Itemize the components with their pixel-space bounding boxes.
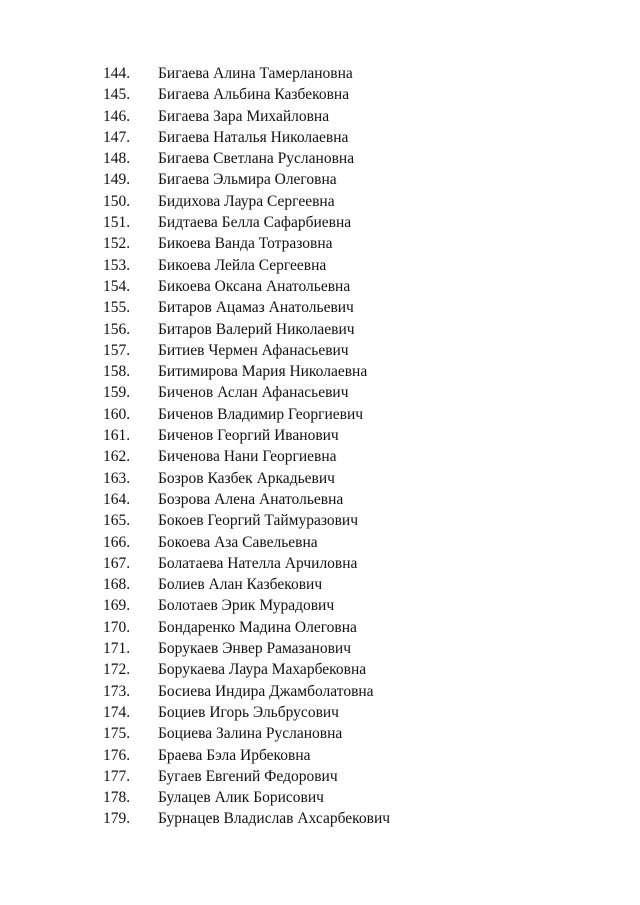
entry-number: 173.	[103, 682, 131, 700]
entry-number: 160.	[103, 405, 131, 423]
entry-name: Бокоева Аза Савельевна	[158, 533, 318, 551]
entry-number: 147.	[103, 128, 131, 146]
list-item	[0, 745, 640, 766]
list-item	[0, 127, 640, 148]
entry-name: Бигаева Эльмира Олеговна	[158, 171, 337, 189]
entry-name: Битиев Чермен Афанасьевич	[158, 341, 349, 359]
entry-name: Болотаев Эрик Мурадович	[158, 597, 335, 615]
entry-name: Битимирова Мария Николаевна	[158, 363, 368, 381]
entry-name: Бигаева Альбина Казбековна	[158, 86, 350, 104]
list-item	[0, 297, 640, 318]
entry-name: Бикоева Ванда Тотразовна	[158, 235, 333, 253]
list-item	[0, 595, 640, 616]
entry-name: Бокоев Георгий Таймуразович	[158, 512, 359, 530]
entry-number: 150.	[103, 192, 131, 210]
entry-name: Бигаева Наталья Николаевна	[158, 128, 349, 146]
entry-name: Бидихова Лаура Сергеевна	[158, 192, 335, 210]
list-item	[0, 787, 640, 808]
entry-number: 166.	[103, 533, 131, 551]
entry-name: Босиева Индира Джамболатовна	[158, 682, 374, 700]
list-item	[0, 532, 640, 553]
entry-number: 175.	[103, 725, 131, 743]
entry-number: 152.	[103, 235, 131, 253]
list-item	[0, 106, 640, 127]
list-item	[0, 702, 640, 723]
entry-number: 171.	[103, 640, 131, 658]
entry-number: 161.	[103, 427, 131, 445]
list-item	[0, 425, 640, 446]
list-item	[0, 148, 640, 169]
entry-number: 159.	[103, 384, 131, 402]
list-item	[0, 319, 640, 340]
entry-number: 144.	[103, 65, 131, 82]
list-item	[0, 255, 640, 276]
entry-number: 178.	[103, 789, 131, 807]
list-item	[0, 191, 640, 212]
list-item	[0, 510, 640, 531]
entry-name: Булацев Алик Борисович	[158, 789, 324, 807]
entry-name: Биченов Аслан Афанасьевич	[158, 384, 349, 402]
entry-name: Бондаренко Мадина Олеговна	[158, 618, 357, 636]
entry-name: Бикоева Оксана Анатольевна	[158, 277, 351, 295]
entry-name: Боциев Игорь Эльбрусович	[158, 703, 339, 721]
list-item	[0, 723, 640, 744]
entry-number: 158.	[103, 363, 131, 381]
entry-number: 149.	[103, 171, 131, 189]
list-item	[0, 233, 640, 254]
entry-name: Биченова Нани Георгиевна	[158, 448, 337, 466]
entry-name: Боциева Залина Руслановна	[158, 725, 343, 743]
entry-number: 169.	[103, 597, 131, 615]
entry-name: Бугаев Евгений Федорович	[158, 767, 338, 785]
entry-number: 172.	[103, 661, 131, 679]
list-item	[0, 169, 640, 190]
entry-name: Браева Бэла Ирбековна	[158, 746, 311, 764]
list-item	[0, 681, 640, 702]
list-item	[0, 382, 640, 403]
list-item	[0, 553, 640, 574]
entry-name: Борукаева Лаура Махарбековна	[158, 661, 367, 679]
entry-name: Бозрова Алена Анатольевна	[158, 490, 344, 508]
list-item	[0, 489, 640, 510]
entry-name: Бикоева Лейла Сергеевна	[158, 256, 327, 274]
entry-number: 153.	[103, 256, 131, 274]
entry-number: 148.	[103, 150, 131, 168]
name-list	[0, 63, 640, 830]
list-item	[0, 659, 640, 680]
entry-number: 165.	[103, 512, 131, 530]
entry-name: Болатаева Нателла Арчиловна	[158, 554, 358, 572]
entry-number: 174.	[103, 703, 131, 721]
entry-name: Болиев Алан Казбекович	[158, 576, 323, 594]
entry-number: 155.	[103, 299, 131, 317]
list-item	[0, 574, 640, 595]
entry-number: 170.	[103, 618, 131, 636]
list-item	[0, 212, 640, 233]
list-item	[0, 468, 640, 489]
entry-name: Биченов Георгий Иванович	[158, 427, 339, 445]
entry-name: Бурнацев Владислав Ахсарбекович	[158, 810, 391, 828]
list-item	[0, 766, 640, 787]
entry-number: 157.	[103, 341, 131, 359]
list-item	[0, 276, 640, 297]
list-item	[0, 404, 640, 425]
entry-name: Бозров Казбек Аркадьевич	[158, 469, 335, 487]
entry-number: 146.	[103, 107, 131, 125]
list-item	[0, 63, 640, 84]
list-item	[0, 638, 640, 659]
entry-number: 162.	[103, 448, 131, 466]
entry-name: Битаров Ацамаз Анатольевич	[158, 299, 354, 317]
entry-number: 177.	[103, 767, 131, 785]
entry-number: 151.	[103, 214, 131, 232]
entry-number: 168.	[103, 576, 131, 594]
list-item	[0, 446, 640, 467]
entry-number: 154.	[103, 277, 131, 295]
entry-name: Биченов Владимир Георгиевич	[158, 405, 364, 423]
list-item	[0, 361, 640, 382]
entry-name: Бигаева Алина Тамерлановна	[158, 65, 353, 82]
entry-number: 163.	[103, 469, 131, 487]
entry-number: 145.	[103, 86, 131, 104]
entry-name: Бигаева Светлана Руслановна	[158, 150, 355, 168]
list-item	[0, 617, 640, 638]
entry-number: 167.	[103, 554, 131, 572]
entry-number: 164.	[103, 490, 131, 508]
entry-name: Битаров Валерий Николаевич	[158, 320, 355, 338]
list-item	[0, 84, 640, 105]
entry-name: Борукаев Энвер Рамазанович	[158, 640, 351, 658]
entry-name: Бигаева Зара Михайловна	[158, 107, 330, 125]
entry-number: 156.	[103, 320, 131, 338]
entry-number: 176.	[103, 746, 131, 764]
list-item	[0, 808, 640, 829]
entry-name: Бидтаева Белла Сафарбиевна	[158, 214, 352, 232]
list-item	[0, 340, 640, 361]
entry-number: 179.	[103, 810, 131, 828]
